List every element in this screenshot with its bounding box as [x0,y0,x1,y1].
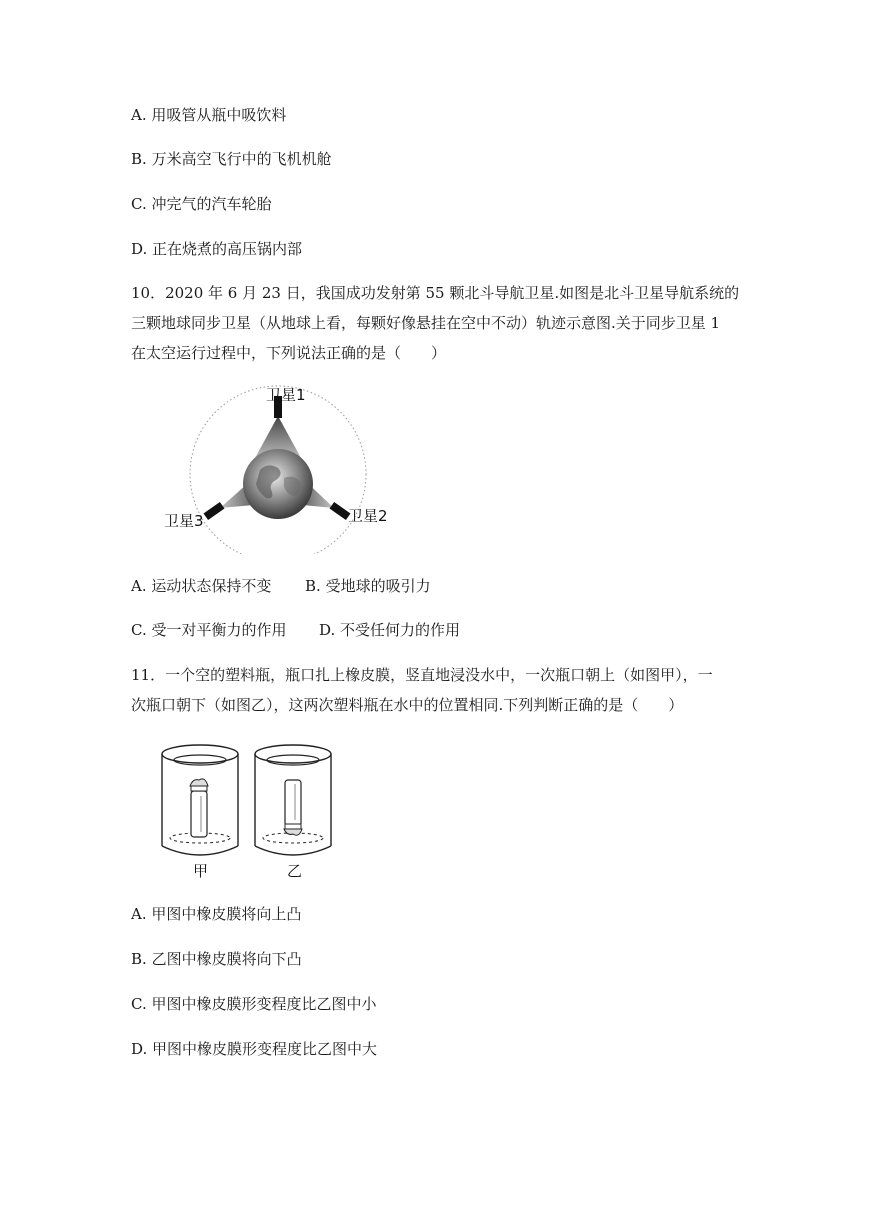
q11-stem-line-1: 11．一个空的塑料瓶，瓶口扎上橡皮膜，竖直地浸没水中，一次瓶口朝上（如图甲），一 [131,666,713,684]
q10-stem-line-2: 三颗地球同步卫星（从地球上看，每颗好像悬挂在空中不动）轨迹示意图.关于同步卫星 1 [131,314,721,332]
q9-option-d [131,239,302,259]
q10-option-d [319,620,460,640]
q9-option-c [131,194,272,214]
option-letter: B. [131,150,147,168]
bottle-right [285,780,301,826]
option-letter: C. [131,621,147,639]
option-letter: D. [319,621,336,639]
q10-options-row-2 [131,620,460,640]
option-text: 万米高空飞行中的飞机机舱 [151,150,332,168]
q10-options-row-1 [131,576,431,596]
container-right [255,745,331,855]
option-letter: A. [131,577,147,595]
label-jia: 甲 [193,862,209,880]
label-yi: 乙 [287,862,303,880]
option-letter: C. [131,995,147,1013]
q11-option-d [131,1039,377,1059]
option-letter: C. [131,195,147,213]
option-text: 不受任何力的作用 [340,621,461,639]
option-text: 受地球的吸引力 [325,577,431,595]
q11-option-a [131,904,301,924]
option-letter: B. [305,577,321,595]
q9-option-a [131,105,286,125]
q10-option-a [131,576,305,596]
option-text: 用吸管从瓶中吸饮料 [151,106,287,124]
option-letter: D. [131,1040,148,1058]
option-text: 运动状态保持不变 [151,577,272,595]
q10-stem-line-1: 10．2020 年 6 月 23 日，我国成功发射第 55 颗北斗导航卫星.如图是北斗卫星导航系统的 [131,284,740,302]
q9-option-b [131,149,332,169]
membrane-left [190,779,208,786]
option-letter: B. [131,950,147,968]
option-text: 甲图中橡皮膜将向上凸 [151,905,302,923]
satellite-3-icon [204,502,225,520]
option-text: 甲图中橡皮膜形变程度比乙图中大 [152,1040,378,1058]
option-text: 冲完气的汽车轮胎 [151,195,272,213]
bottle-in-water-figure [155,736,335,884]
q11-option-b [131,949,302,969]
q11-option-c [131,994,377,1014]
option-letter: D. [131,240,148,258]
option-text: 乙图中橡皮膜将向下凸 [151,950,302,968]
bottle-left [191,791,207,837]
option-text: 受一对平衡力的作用 [151,621,287,639]
option-letter: A. [131,905,147,923]
q11-stem-line-2: 次瓶口朝下（如图乙），这两次塑料瓶在水中的位置相同.下列判断正确的是（ ） [131,696,684,714]
satellite-orbit-figure [160,382,400,554]
option-letter: A. [131,106,147,124]
earth-globe [243,449,313,519]
label-satellite-2: 卫星2 [348,507,388,525]
label-satellite-1: 卫星1 [266,386,306,404]
container-left [162,745,238,855]
q10-option-c [131,620,319,640]
q10-option-b [305,576,431,596]
option-text: 正在烧煮的高压锅内部 [152,240,303,258]
membrane-right [284,829,302,835]
q10-stem-line-3: 在太空运行过程中，下列说法正确的是（ ） [131,344,447,362]
label-satellite-3: 卫星3 [164,512,204,530]
option-text: 甲图中橡皮膜形变程度比乙图中小 [151,995,377,1013]
